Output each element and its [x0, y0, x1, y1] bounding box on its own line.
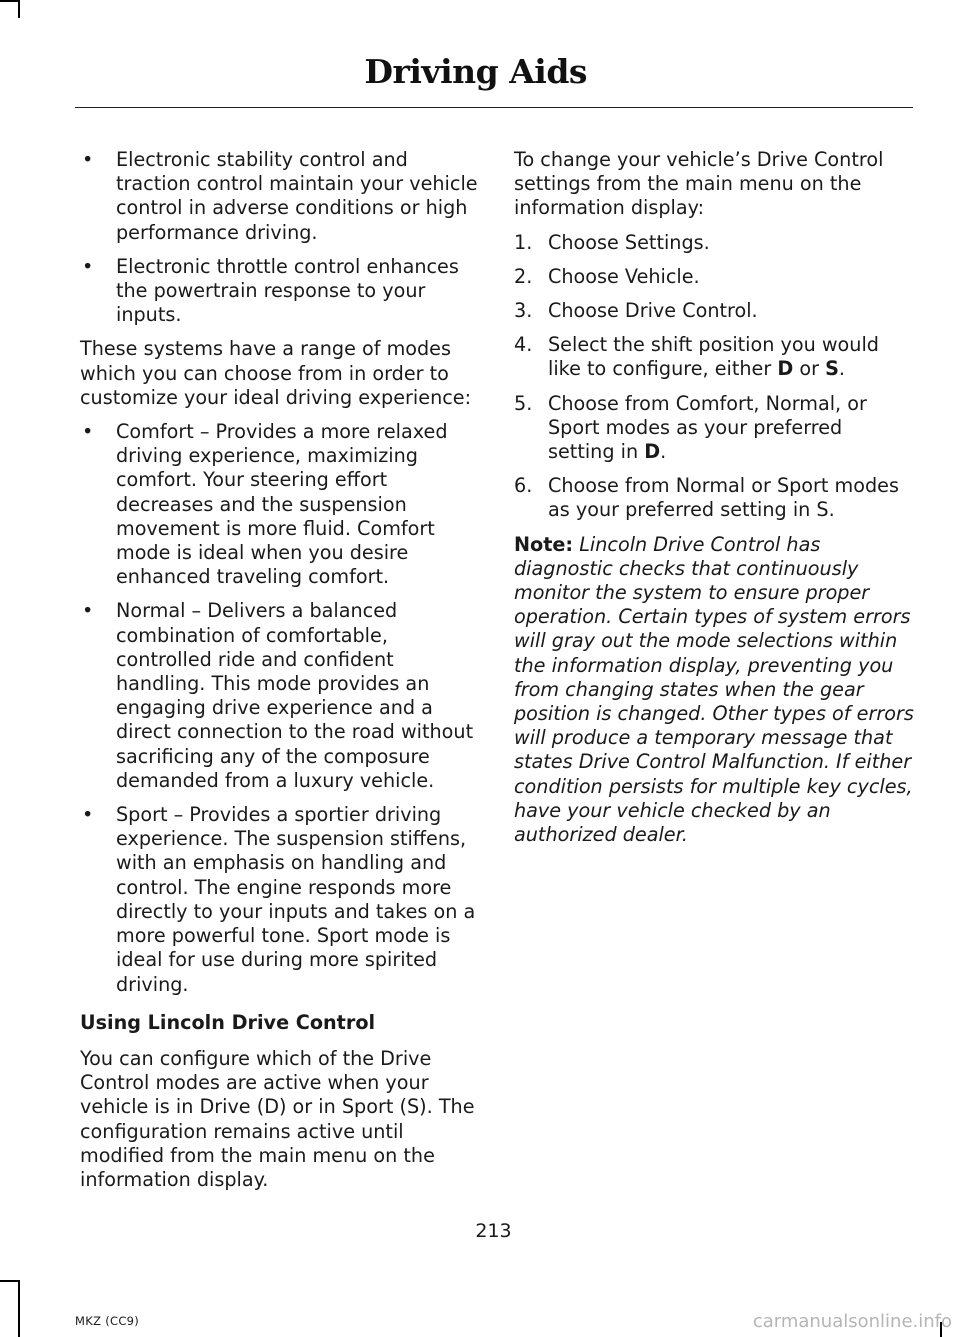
bullet-marker: •	[82, 420, 94, 444]
step-item	[514, 333, 914, 381]
bullet-text: Normal – Delivers a balanced combination of comfortable, controlled ride and confident handling. This mode provides an engaging drive experience and a direct connection to the road without sacrificing any of the composure demanded from a luxury vehicle.	[116, 599, 474, 792]
step-text-part: .	[838, 357, 846, 381]
note-paragraph	[514, 533, 914, 848]
left-column	[80, 148, 480, 1202]
list-item	[80, 420, 480, 589]
list-item	[80, 148, 480, 245]
list-item	[80, 803, 480, 997]
shift-position-d: D	[644, 440, 661, 464]
modes-intro-paragraph: These systems have a range of modes which you can choose from in order to customize your ideal driving experience:	[80, 337, 472, 409]
right-column	[514, 148, 914, 857]
watermark: carmanualsonline.info	[752, 1311, 952, 1332]
bullet-text: Electronic throttle control enhances the powertrain response to your inputs.	[116, 254, 459, 327]
step-text-part: Choose from Comfort, Normal, or Sport modes as your preferred setting in	[548, 391, 867, 464]
bullet-marker: •	[82, 148, 94, 171]
note-label: Note:	[514, 532, 574, 556]
step-text	[548, 333, 879, 380]
step-text	[548, 392, 867, 463]
page-title: Driving Aids	[364, 52, 587, 91]
bullet-text: Electronic stability control and traction control maintain your vehicle control in adverse conditions or high performance driving.	[116, 148, 478, 244]
step-number: 1.	[514, 230, 533, 254]
step-number: 5.	[514, 391, 533, 415]
step-text: Choose Vehicle.	[548, 264, 700, 288]
header-divider	[75, 107, 913, 108]
bullet-marker: •	[82, 599, 94, 623]
step-text-part: or	[793, 357, 826, 381]
section-heading: Using Lincoln Drive Control	[80, 1010, 376, 1034]
step-number: 3.	[514, 299, 533, 323]
step-item	[514, 299, 914, 323]
document-id: MKZ (CC9)	[75, 1314, 140, 1328]
step-number: 6.	[514, 474, 533, 498]
step-text: Choose Settings.	[548, 230, 710, 254]
steps-intro-paragraph: To change your vehicle’s Drive Control settings from the main menu on the information display:	[514, 148, 884, 220]
step-text: Choose from Normal or Sport modes as your preferred setting in S.	[548, 474, 899, 522]
list-item	[80, 255, 480, 328]
step-number: 4.	[514, 333, 533, 357]
crop-mark	[18, 1280, 20, 1337]
page-number: 213	[475, 1220, 512, 1242]
step-text: Choose Drive Control.	[548, 299, 758, 323]
bullet-text: Sport – Provides a sportier driving experience. The suspension stiffens, with an emphasis on handling and control. The engine responds more directly to your inputs and takes on a more powerful tone. Sport mode is ideal for use during more spirited driving.	[116, 803, 476, 996]
bullet-marker: •	[82, 254, 94, 278]
bullet-marker: •	[82, 803, 94, 827]
step-text-part: Select the shift position you would like to configure, either	[548, 333, 879, 381]
step-text-part: .	[660, 440, 667, 464]
crop-mark	[18, 0, 20, 18]
step-item	[514, 231, 914, 255]
shift-position-s: S	[825, 357, 839, 381]
crop-mark	[0, 0, 18, 2]
config-paragraph: You can configure which of the Drive Control modes are active when your vehicle is in Drive (D) or in Sport (S). The configuration remains active until modified from the main menu on the information display.	[80, 1046, 475, 1191]
step-item	[514, 265, 914, 289]
bullet-text: Comfort – Provides a more relaxed driving experience, maximizing comfort. Your steering effort decreases and the suspension movement is more fluid. Comfort mode is ideal when you desire enhanced traveling comfort.	[116, 420, 448, 589]
shift-position-d: D	[777, 357, 794, 381]
note-text: Lincoln Drive Control has diagnostic checks that continuously monitor the system to ensure proper operation. Certain types of system errors will gray out the mode selections within the information display, preventing you from changing states when the gear position is changed. Other types of errors will produce a temporary message that states Drive Control Malfunction. If either condition persists for multiple key cycles, have your vehicle checked by an authorized dealer.	[514, 532, 914, 847]
step-item	[514, 392, 914, 465]
list-item	[80, 599, 480, 793]
step-item	[514, 474, 914, 522]
step-number: 2.	[514, 264, 533, 288]
crop-mark	[0, 1280, 18, 1282]
